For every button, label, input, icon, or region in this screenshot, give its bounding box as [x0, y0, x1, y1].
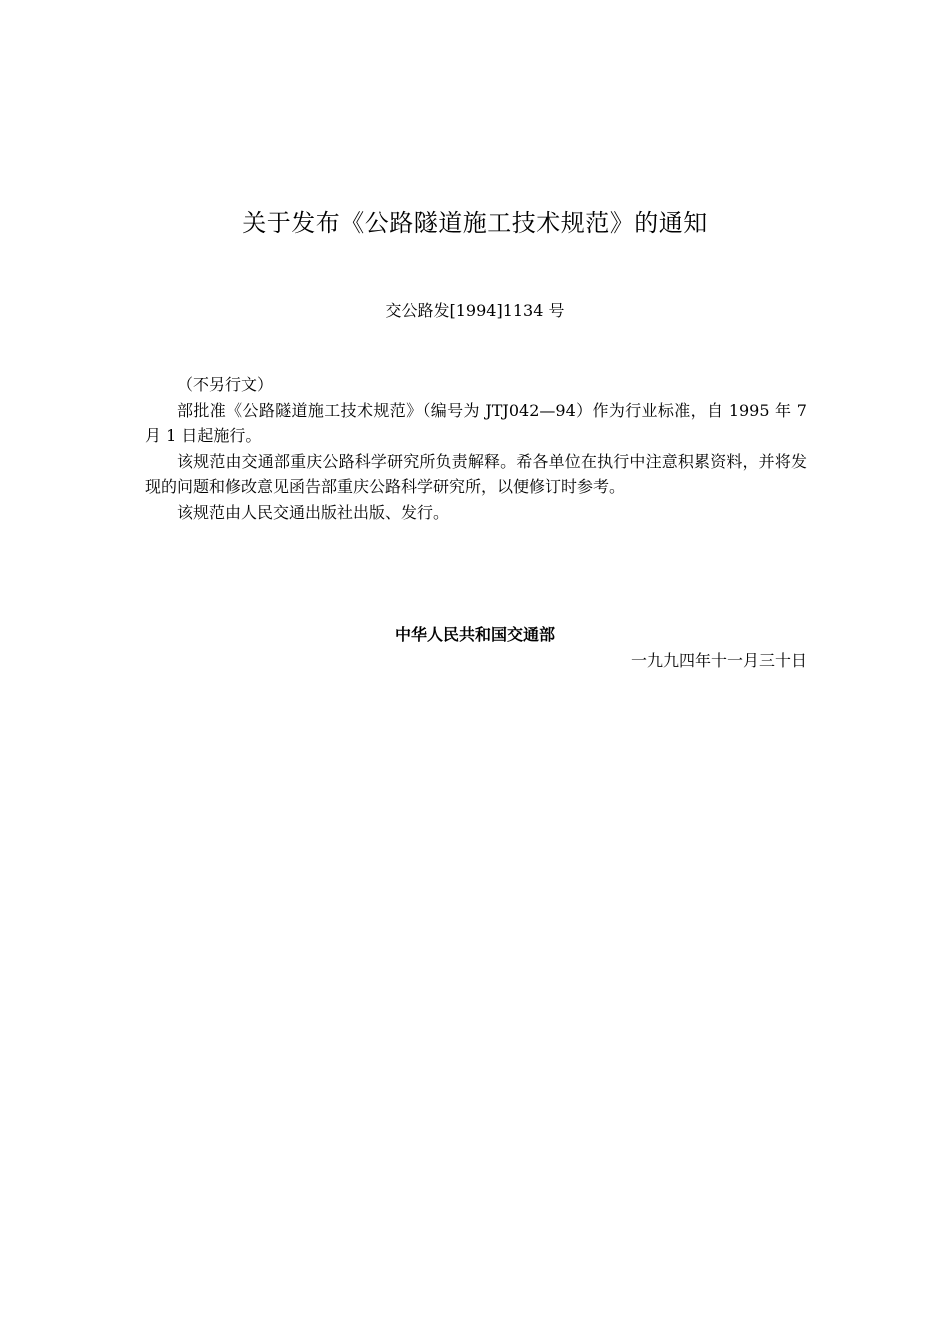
paragraph-interpretation: 该规范由交通部重庆公路科学研究所负责解释。希各单位在执行中注意积累资料，并将发现的问题和修改意见函告部重庆公路科学研究所，以便修订时参考。: [145, 451, 807, 496]
paragraph-publication: 该规范由人民交通出版社出版、发行。: [177, 502, 450, 522]
issue-date: 一九九四年十一月三十日: [630, 651, 807, 670]
issuing-authority: 中华人民共和国交通部: [394, 625, 555, 644]
document-title: 关于发布《公路隧道施工技术规范》的通知: [242, 209, 708, 237]
document-number: 交公路发[1994]1134 号: [385, 301, 565, 320]
paragraph-approval: 部批准《公路隧道施工技术规范》（编号为 JTJ042—94）作为行业标准，自 1995 年 7 月 1 日起施行。: [145, 400, 807, 445]
paragraph-note: （不另行文）: [177, 375, 274, 394]
document-body: [145, 372, 807, 525]
